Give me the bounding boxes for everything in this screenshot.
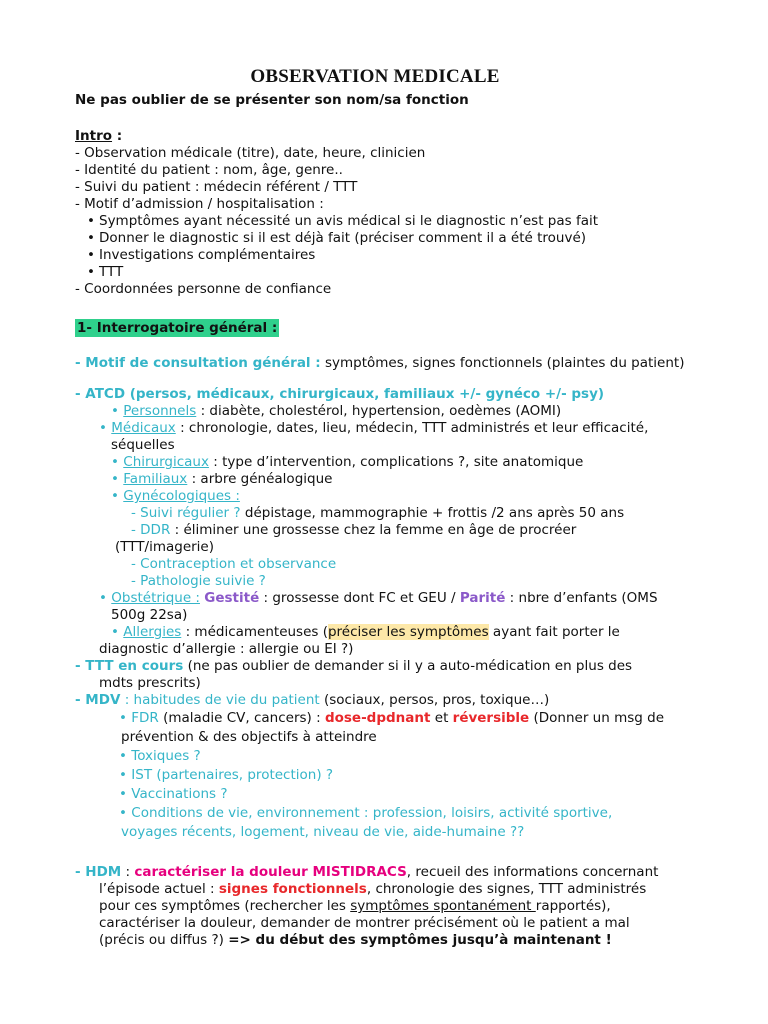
intro-subitem: • Symptômes ayant nécessité un avis médical si le diagnostic n’est pas fait	[87, 213, 599, 229]
gyneco-ddr-cont: (TTT/imagerie)	[115, 539, 215, 555]
bullet-icon: •	[119, 786, 132, 802]
bullet-icon: •	[119, 748, 132, 764]
bullet-icon: •	[99, 420, 112, 436]
section-heading: 1- Interrogatoire général :	[77, 320, 278, 336]
bullet-icon: •	[87, 230, 95, 246]
intro-item: - Suivi du patient : médecin référent / TTT	[75, 179, 358, 195]
atcd-personnels: • Personnels : diabète, cholestérol, hypertension, oedèmes (AOMI)	[111, 403, 562, 419]
gyneco-pathologie: - Pathologie suivie ?	[131, 573, 266, 589]
gyneco-contraception: - Contraception et observance	[131, 556, 337, 572]
atcd-heading: - ATCD (persos, médicaux, chirurgicaux, familiaux +/- gynéco +/- psy)	[75, 386, 605, 402]
gyneco-suivi: - Suivi régulier ? dépistage, mammographie + frottis /2 ans après 50 ans	[131, 505, 625, 521]
bullet-icon: •	[111, 454, 124, 470]
atcd-obstetrique: • Obstétrique : Gestité : grossesse dont FC et GEU / Parité : nbre d’enfants (OMS 500g 22sa)	[99, 590, 658, 623]
bullet-icon: •	[99, 590, 112, 606]
mdv-fdr: • FDR (maladie CV, cancers) : dose-dpdnant et réversible (Donner un msg de	[119, 710, 664, 726]
mdv-toxiques: • Toxiques ?	[119, 748, 201, 764]
gyneco-ddr: - DDR : éliminer une grossesse chez la femme en âge de procréer	[131, 522, 577, 538]
intro-item: - Identité du patient : nom, âge, genre..	[75, 162, 343, 178]
ttt-en-cours-cont: mdts prescrits)	[99, 675, 201, 691]
bullet-icon: •	[119, 710, 132, 726]
bullet-icon: •	[87, 247, 95, 263]
document-page	[75, 66, 685, 949]
bullet-icon: •	[111, 624, 124, 640]
motif-consultation: - Motif de consultation général : symptômes, signes fonctionnels (plaintes du patient)	[75, 355, 685, 371]
bullet-icon: •	[111, 471, 124, 487]
bullet-icon: •	[119, 767, 132, 783]
mdv-conditions: • Conditions de vie, environnement : profession, loisirs, activité sportive,	[119, 805, 613, 821]
mdv-vaccinations: • Vaccinations ?	[119, 786, 228, 802]
intro-item: - Coordonnées personne de confiance	[75, 281, 332, 297]
bullet-icon: •	[111, 403, 124, 419]
mdv-ist: • IST (partenaires, protection) ?	[119, 767, 334, 783]
hdm-line-4: caractériser la douleur, demander de montrer précisément où le patient a mal	[99, 915, 630, 931]
hdm-line-1: - HDM : caractériser la douleur MISTIDRACS, recueil des informations concernant	[75, 864, 659, 880]
atcd-gynecologiques: • Gynécologiques :	[111, 488, 240, 504]
intro-subitem: • Donner le diagnostic si il est déjà fait (préciser comment il a été trouvé)	[87, 230, 587, 246]
hdm-line-5: (précis ou diffus ?) => du début des symptômes jusqu’à maintenant !	[99, 932, 612, 948]
atcd-medicaux: • Médicaux : chronologie, dates, lieu, médecin, TTT administrés et leur efficacité, séquelles	[99, 420, 649, 453]
atcd-familiaux: • Familiaux : arbre généalogique	[111, 471, 333, 487]
bullet-icon: •	[111, 488, 124, 504]
intro-item: - Motif d’admission / hospitalisation :	[75, 196, 324, 212]
atcd-allergies-cont: diagnostic d’allergie : allergie ou EI ?)	[99, 641, 354, 657]
ttt-en-cours: - TTT en cours (ne pas oublier de demander si il y a auto-médication en plus des	[75, 658, 633, 674]
intro-subitem: • TTT	[87, 264, 124, 280]
hdm-line-2: l’épisode actuel : signes fonctionnels, chronologie des signes, TTT administrés	[99, 881, 647, 897]
bullet-icon: •	[87, 213, 95, 229]
atcd-allergies: • Allergies : médicamenteuses (préciser les symptômes ayant fait porter le	[111, 624, 620, 640]
bullet-icon: •	[119, 805, 132, 821]
bullet-icon: •	[87, 264, 95, 280]
intro-subitem: • Investigations complémentaires	[87, 247, 316, 263]
intro-item: - Observation médicale (titre), date, heure, clinicien	[75, 145, 426, 161]
intro-heading: Intro :	[75, 128, 123, 144]
document-subtitle: Ne pas oublier de se présenter son nom/sa fonction	[75, 92, 469, 108]
mdv-conditions-cont: voyages récents, logement, niveau de vie, aide-humaine ??	[121, 824, 525, 840]
document-title: OBSERVATION MEDICALE	[250, 66, 500, 87]
atcd-chirurgicaux: • Chirurgicaux : type d’intervention, complications ?, site anatomique	[111, 454, 584, 470]
hdm-line-3: pour ces symptômes (rechercher les symptômes spontanément rapportés),	[99, 898, 611, 914]
mdv-fdr-cont: prévention & des objectifs à atteindre	[121, 729, 377, 745]
mdv-heading: - MDV : habitudes de vie du patient (sociaux, persos, pros, toxique…)	[75, 692, 550, 708]
